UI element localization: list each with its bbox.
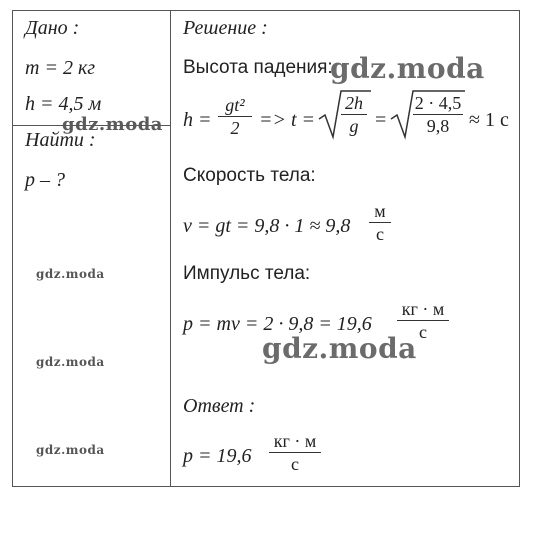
fraction-numerator: 2 · 4,5 — [414, 93, 462, 113]
fraction-numerator: 2h — [345, 93, 363, 113]
given-height: h = 4,5 м — [25, 93, 102, 115]
watermark: gdz.moda — [36, 267, 105, 281]
velocity-unit — [369, 201, 391, 244]
unit-numerator: кг · м — [401, 299, 445, 319]
fraction-denominator: g — [349, 116, 359, 136]
approx-time: ≈ 1 с — [469, 109, 509, 131]
fraction-gt2-over-2 — [218, 95, 252, 138]
fall-height-label: Высота падения: — [183, 57, 333, 78]
fraction-denominator: 9,8 — [426, 116, 450, 136]
watermark: gdz.moda — [262, 332, 417, 365]
given-title: Дано : — [25, 17, 80, 39]
fraction-2h-over-g — [341, 93, 367, 136]
given-mass: m = 2 кг — [25, 57, 96, 79]
answer-title: Ответ : — [183, 395, 256, 417]
find-title: Найти : — [25, 129, 96, 151]
equals-sign: = — [375, 109, 387, 131]
unit-denominator: с — [291, 454, 299, 474]
find-target: p – ? — [25, 169, 65, 191]
unit-denominator: с — [419, 322, 427, 342]
solution-title: Решение : — [183, 17, 268, 39]
formula-arrow: => t = — [259, 109, 316, 131]
watermark: gdz.moda — [36, 443, 105, 457]
velocity-formula: v = gt = 9,8 · 1 ≈ 9,8 — [183, 215, 351, 237]
answer-unit — [269, 431, 321, 474]
column-divider — [170, 11, 171, 486]
impulse-label: Импульс тела: — [183, 263, 311, 284]
fraction-numerator: gt² — [225, 95, 245, 115]
impulse-formula: p = mv = 2 · 9,8 = 19,6 — [183, 313, 372, 335]
unit-denominator: с — [376, 224, 384, 244]
unit-numerator: м — [374, 201, 386, 221]
watermark: gdz.moda — [62, 114, 163, 135]
unit-numerator: кг · м — [273, 431, 317, 451]
formula-h-prefix: h = — [183, 109, 212, 131]
watermark: gdz.moda — [330, 52, 485, 85]
watermark: gdz.moda — [36, 355, 105, 369]
velocity-label: Скорость тела: — [183, 165, 316, 186]
fraction-2x45-over-98 — [413, 93, 463, 136]
answer-formula: p = 19,6 — [183, 445, 252, 467]
fraction-denominator: 2 — [230, 118, 240, 138]
